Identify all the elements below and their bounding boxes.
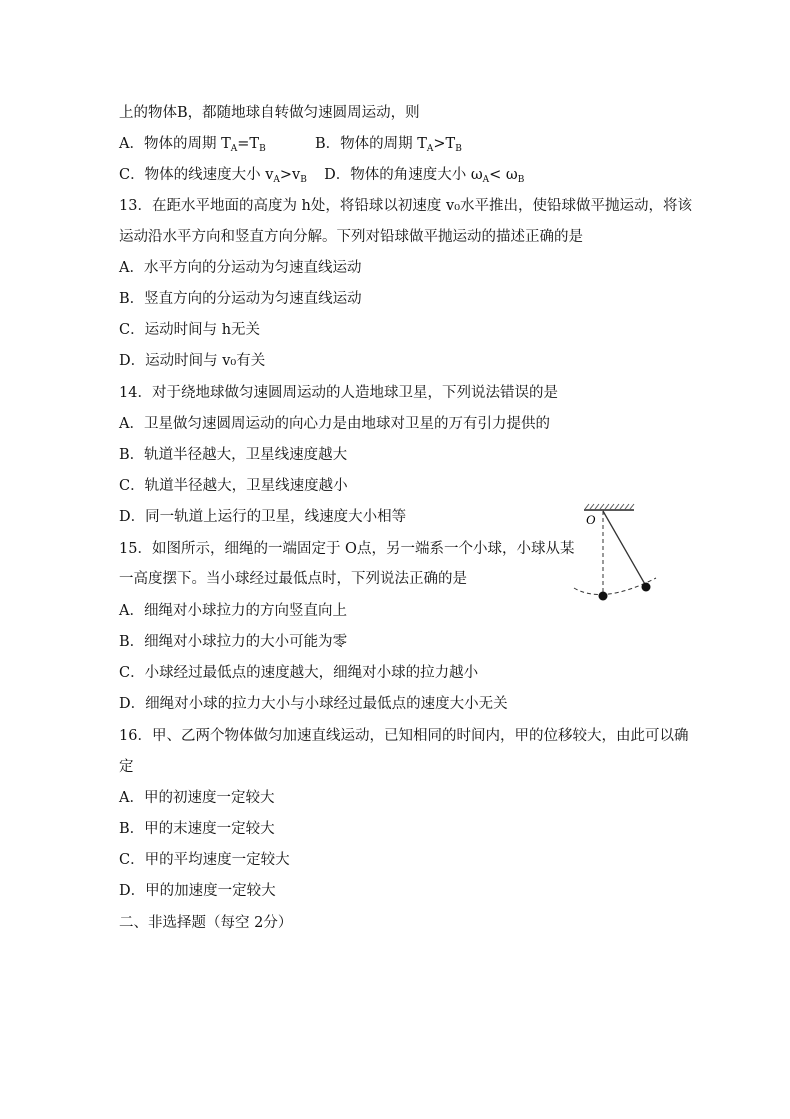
q12-option-a: A．物体的周期 $T_A=T_B$ [119, 136, 266, 154]
q15-option-b: B．细绳对小球拉力的大小可能为零 [119, 634, 348, 650]
q14-stem: 14．对于绕地球做匀速圆周运动的人造地球卫星，下列说法错误的是 [119, 385, 558, 401]
q16-stem-line1: 16．甲、乙两个物体做匀加速直线运动，已知相同的时间内，甲的位移较大，由此可以确 [119, 728, 689, 744]
q16-option-d: D．甲的加速度一定较大 [119, 883, 276, 899]
pendulum-figure [570, 502, 662, 606]
q14-option-c: C．轨道半径越大，卫星线速度越小 [119, 478, 348, 494]
ceiling-support [584, 504, 634, 510]
q13-option-b: B．竖直方向的分运动为匀速直线运动 [119, 291, 362, 307]
section2-title: 二、非选择题（每空 2分） [119, 915, 293, 931]
q16-option-b: B．甲的末速度一定较大 [119, 821, 275, 837]
q12-option-b: B．物体的周期 $T_A>T_B$ [314, 136, 462, 154]
q15-option-c: C．小球经过最低点的速度越大，细绳对小球的拉力越小 [119, 665, 479, 681]
string [603, 511, 646, 586]
q13-option-a: A．水平方向的分运动为匀速直线运动 [119, 260, 362, 276]
q13-stem-line1: 13．在距水平地面的高度为 h处，将铅球以初速度 v₀水平推出，使铅球做平抛运动，将该 [119, 198, 693, 214]
q15-stem-line2: 一高度摆下。当小球经过最低点时，下列说法正确的是 [119, 571, 467, 587]
q14-option-b: B．轨道半径越大，卫星线速度越大 [119, 447, 348, 463]
pivot-label: O [586, 512, 596, 527]
q13-stem-line2: 运动沿水平方向和竖直方向分解。下列对铅球做平抛运动的描述正确的是 [119, 229, 583, 245]
q12-option-d: D．物体的角速度大小 $\omega_A< \omega_B$ [324, 167, 525, 185]
q15-option-a: A．细绳对小球拉力的方向竖直向上 [119, 603, 347, 619]
q16-option-a: A．甲的初速度一定较大 [119, 790, 275, 806]
q16-stem-line2: 定 [119, 759, 134, 775]
q14-option-a: A．卫星做匀速圆周运动的向心力是由地球对卫星的万有引力提供的 [119, 416, 550, 432]
ball-lowest-point [599, 592, 608, 601]
q16-option-c: C．甲的平均速度一定较大 [119, 852, 290, 868]
q13-option-d: D．运动时间与 v₀有关 [119, 353, 266, 369]
ball-start-point [642, 583, 651, 592]
q12-options-ab [119, 134, 462, 159]
q14-option-d: D．同一轨道上运行的卫星，线速度大小相等 [119, 509, 407, 525]
q15-option-d: D．细绳对小球的拉力大小与小球经过最低点的速度大小无关 [119, 696, 508, 712]
q12-stem-tail: 上的物体B，都随地球自转做匀速圆周运动，则 [119, 105, 420, 121]
q12-option-c: C．物体的线速度大小 $v_A>v_B$ [119, 167, 307, 185]
q12-options-cd [119, 165, 524, 190]
q15-stem-line1: 15．如图所示，细绳的一端固定于 O点，另一端系一个小球，小球从某 [119, 541, 575, 557]
q13-option-c: C．运动时间与 h无关 [119, 322, 261, 338]
